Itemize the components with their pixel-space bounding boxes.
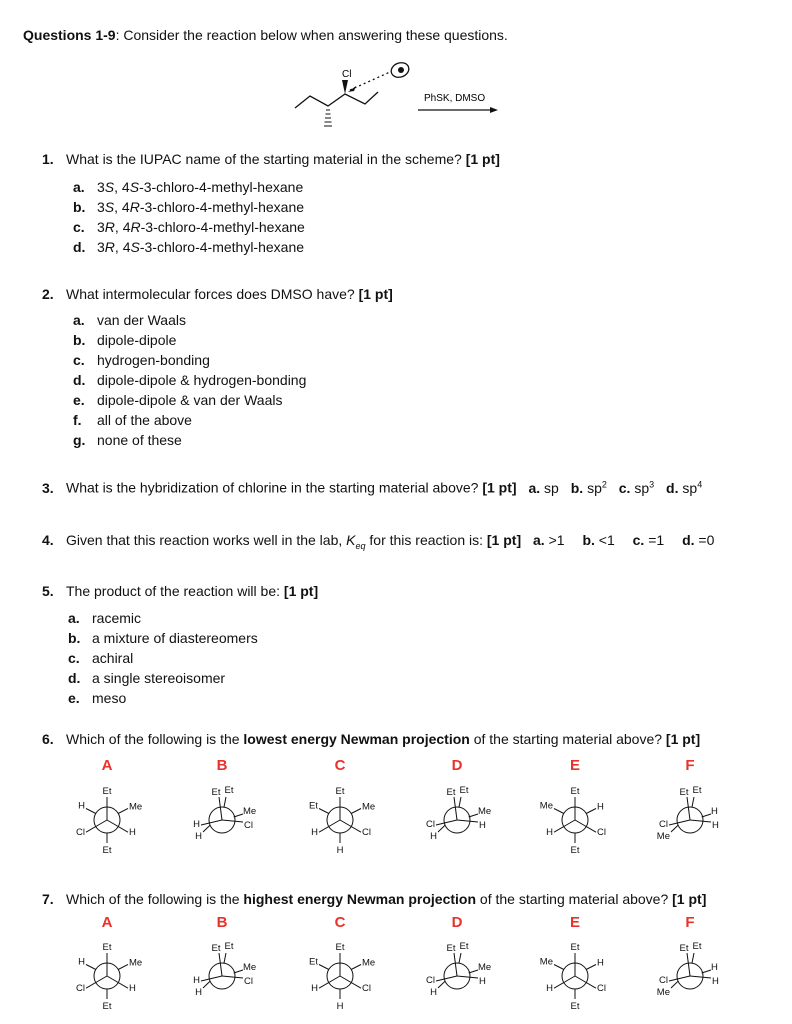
q6-newman-c-letter[interactable]: C [334,757,346,774]
label-lower-right: Cl [362,827,371,839]
label-lower-right: H [129,983,136,995]
label-lower-right: Cl [597,983,606,995]
label-left-back: H [195,831,202,842]
q7-newman-f-letter[interactable]: F [685,914,695,931]
label-top: Et [335,942,345,953]
label-top-front: Et [211,943,221,954]
label-top-back: Et [459,785,469,796]
q6-newman-c[interactable] [290,775,390,865]
q6-newman-f[interactable] [640,775,740,865]
label-upper-right: Me [362,801,376,813]
q7-newman-d-letter[interactable]: D [451,914,463,931]
q1-option-a[interactable]: a. 3S, 4S-3-chloro-4-methyl-hexane [73,179,304,195]
label-lower-left: Cl [76,983,85,995]
q6-newman-d[interactable] [407,775,507,865]
label-top-front: Et [679,787,689,798]
label-bottom: Et [570,845,580,856]
label-right-back: H [711,962,718,973]
q2-option-c[interactable]: c. hydrogen-bonding [73,352,210,368]
q7-newman-f[interactable] [640,931,740,1021]
q2-option-g[interactable]: g. none of these [73,432,182,448]
q2-option-b[interactable]: b. dipole-dipole [73,332,177,348]
label-upper-right: H [597,801,604,813]
label-top-back: Et [224,785,234,796]
q1-option-d[interactable]: d. 3R, 4S-3-chloro-4-methyl-hexane [73,239,305,255]
label-right-front: H [712,820,719,831]
q6-newman-a-letter[interactable]: A [101,757,113,774]
label-top-front: Et [679,943,689,954]
question-5: 5. The product of the reaction will be: [1 pt] [42,583,319,599]
q4-option-d[interactable]: d. =0 [682,532,715,548]
label-left-back: Me [656,831,670,842]
label-top: Et [570,786,580,797]
label-top-back: Et [692,941,702,952]
label-upper-right: H [597,957,604,969]
q4-option-a[interactable]: a. >1 [533,532,565,548]
label-top: Et [102,942,112,953]
label-upper-left: Me [539,956,553,968]
label-top-front: Et [446,943,456,954]
label-bottom: Et [570,1001,580,1012]
reagent-label: PhSK, DMSO [424,93,486,104]
label-right-back: Me [478,806,492,817]
label-right-front: H [479,820,486,831]
label-top-back: Et [224,941,234,952]
q1-option-b[interactable]: b. 3S, 4R-3-chloro-4-methyl-hexane [73,199,305,215]
reaction-scheme [290,58,510,138]
label-lower-right: Cl [597,827,606,839]
label-lower-left: H [546,827,553,839]
label-bottom: Et [102,1001,112,1012]
label-upper-left: Et [309,800,318,812]
eye-icon [389,60,411,79]
question-3: 3. What is the hybridization of chlorine in the starting material above? [1 pt] a. sp b. $sp^2$ c. $sp^3$ d. $sp^4$ [42,479,703,496]
q6-newman-d-letter[interactable]: D [451,757,463,774]
label-lower-right: Cl [362,983,371,995]
q3-option-d[interactable]: d. $sp^4$ [666,479,703,496]
label-left-back: H [195,987,202,998]
q5-option-a[interactable]: a. racemic [68,610,142,626]
q3-option-c[interactable]: c. $sp^3$ [618,479,655,496]
label-top: Et [335,786,345,797]
q7-newman-b[interactable] [172,931,272,1021]
label-lower-left: H [311,983,318,995]
label-right-back: Me [243,806,257,817]
q6-newman-b[interactable] [172,775,272,865]
label-top-back: Et [692,785,702,796]
label-left-front: Cl [426,975,435,986]
q2-option-a[interactable]: a. van der Waals [73,312,186,328]
q2-option-f[interactable]: f. all of the above [73,412,192,428]
q5-option-e[interactable]: e. meso [68,690,127,706]
q4-option-c[interactable]: c. =1 [632,532,665,548]
q4-option-b[interactable]: b. <1 [582,532,615,548]
label-left-front: Cl [659,975,668,986]
q2-option-e[interactable]: e. dipole-dipole & van der Waals [73,392,283,408]
label-right-back: Me [243,962,257,973]
label-left-front: H [193,975,200,986]
q7-newman-b-letter[interactable]: B [216,914,228,931]
question-6: 6. Which of the following is the lowest energy Newman projection of the starting material above? [1 pt] [42,731,701,747]
label-right-front: Cl [244,976,253,987]
label-right-front: Cl [244,820,253,831]
label-left-front: H [193,819,200,830]
q5-option-b[interactable]: b. a mixture of diastereomers [68,630,258,646]
question-2: 2. What intermolecular forces does DMSO have? [1 pt] [42,286,393,302]
q7-newman-d[interactable] [407,931,507,1021]
label-right-front: H [712,976,719,987]
label-lower-left: Cl [76,827,85,839]
label-lower-left: H [546,983,553,995]
label-right-front: H [479,976,486,987]
label-bottom: H [336,1001,344,1012]
q7-newman-a-letter[interactable]: A [101,914,113,931]
label-right-back: H [711,806,718,817]
q2-option-d[interactable]: d. dipole-dipole & hydrogen-bonding [73,372,307,388]
q5-option-c[interactable]: c. achiral [68,650,134,666]
q7-newman-c-letter[interactable]: C [334,914,346,931]
label-upper-right: Me [129,801,143,813]
label-top-front: Et [211,787,221,798]
label-lower-right: H [129,827,136,839]
label-left-back: H [430,831,437,842]
label-top: Et [102,786,112,797]
label-left-front: Cl [426,819,435,830]
label-top: Et [570,942,580,953]
q5-option-d[interactable]: d. a single stereoisomer [68,670,226,686]
question-7: 7. Which of the following is the highest energy Newman projection of the starting material above? [1 pt] [42,891,707,907]
label-top-back: Et [459,941,469,952]
q6-newman-f-letter[interactable]: F [685,757,695,774]
q7-newman-e[interactable] [525,931,625,1021]
label-left-back: Me [656,987,670,998]
label-top-front: Et [446,787,456,798]
label-upper-left: H [78,956,85,968]
label-left-back: H [430,987,437,998]
label-upper-left: Me [539,800,553,812]
question-1: 1. What is the IUPAC name of the starting material in the scheme? [1 pt] [42,151,500,167]
q7-newman-c[interactable] [290,931,390,1021]
q6-newman-b-letter[interactable]: B [216,757,228,774]
q7-newman-e-letter[interactable]: E [569,914,580,931]
label-upper-left: H [78,800,85,812]
q6-newman-a[interactable] [57,775,157,865]
q7-newman-a[interactable] [57,931,157,1021]
intro-line: Questions 1-9: Consider the reaction below when answering these questions. [23,27,508,43]
label-upper-right: Me [129,957,143,969]
label-lower-left: H [311,827,318,839]
label-left-front: Cl [659,819,668,830]
q3-option-b[interactable]: b. $sp^2$ [570,479,607,496]
q6-newman-e[interactable] [525,775,625,865]
q1-option-c[interactable]: c. 3R, 4R-3-chloro-4-methyl-hexane [73,219,305,235]
cl-label: Cl [342,69,352,80]
label-bottom: H [336,845,344,856]
q6-newman-e-letter[interactable]: E [569,757,580,774]
question-4: 4. Given that this reaction works well in the lab, $K_{eq}$ for this reaction is: [1 pt] a. >1 b. <1 c. =1 d. =0 [42,532,715,551]
label-upper-left: Et [309,956,318,968]
label-upper-right: Me [362,957,376,969]
q3-option-a[interactable]: a. sp [528,479,559,496]
label-right-back: Me [478,962,492,973]
label-bottom: Et [102,845,112,856]
